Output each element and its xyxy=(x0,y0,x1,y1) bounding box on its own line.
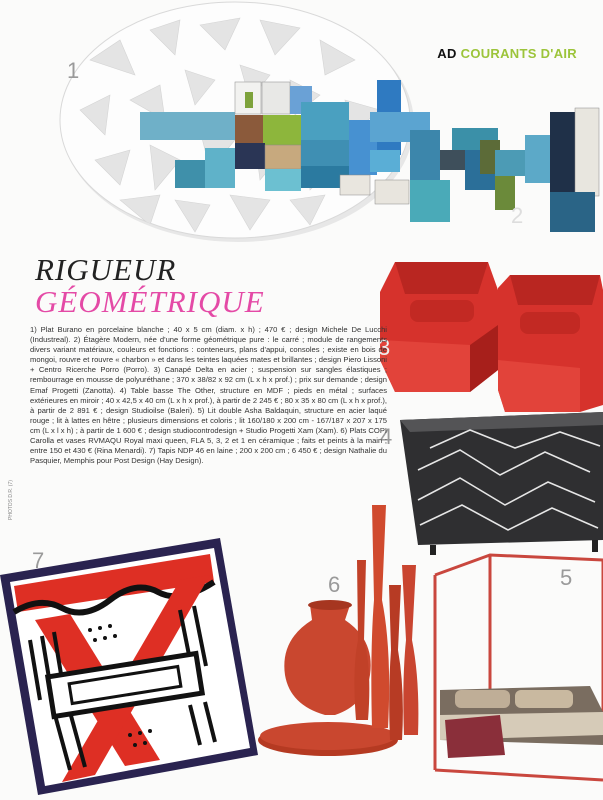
product-descriptions: 1) Plat Burano en porcelaine blanche ; 40 x 5 cm (diam. x h) ; 470 € ; design Michele De Lucchi (Industreal). 2) Étagère Modern, née d'une forme géométrique pure : le carré ; module de rangements divers variant matériaux, couleurs et fonctions : conteneurs, plans d'appui, consoles ; existe en bois de mongoi, rouvre et rouvre « charbon » et dans les teintes laquées mates et brillantes ; design Piero Lissoni + Centro Ricerche Porro (Porro). 3) Canapé Delta en acier ; suspension sur sangles élastiques ; rembourrage en mousse de polyuréthane ; 370 x 38/82 x 92 cm (L x h x prof.) ; prix sur demande ; design Emaf Progetti (Zanotta). 4) Table basse The Other, structure en MDF ; pieds en métal ; surfaces extérieures en miroir ; 40 x 42,5 x 40 cm (L x h x prof.), à partir de 2 245 € ; 80 x 35 x 80 cm (L x h x prof.), à partir de 2 891 € ; design Studioilse (Baleri). 5) Lit double Asha Baldaquin, structure en acier laqué rouge ; lit à lattes en hêtre ; plusieurs dimensions et coloris ; lit 160/180 x 200 cm - 167/187 x 207 x 175 cm (L x l x h) ; à partir de 1 600 € ; design studiocontrodesign + Studio Progetti Xam (Xam). 6) Plats COPI Carolla et vases RVMAQU Royal maxi queen, FLA 5, 3, 2 et 1 en céramique ; faits et peints à la main ; entre 150 et 430 € (Rina Menardi). 7) Tapis NDP 46 en laine ; 200 x 200 cm ; 6 450 € ; design Nathalie du Pasquier, Memphis pour Post Design (Hay Design). xyxy=(30,325,387,466)
item-number-3: 3 xyxy=(378,335,391,360)
item-number-1: 1 xyxy=(67,58,80,83)
item-number-5: 5 xyxy=(560,565,573,590)
article-title-line1: RIGUEUR xyxy=(35,252,177,287)
article-title-line2: GÉOMÉTRIQUE xyxy=(35,284,265,319)
magazine-logo: AD xyxy=(437,46,457,61)
item-number-2: 2 xyxy=(511,203,524,228)
item-number-7: 7 xyxy=(32,548,45,573)
item-number-4: 4 xyxy=(380,424,393,449)
item-number-6: 6 xyxy=(328,572,341,597)
section-name: COURANTS D'AIR xyxy=(460,46,577,61)
photo-credit: PHOTOS D.R. (7) xyxy=(8,480,14,520)
section-header xyxy=(437,46,577,61)
